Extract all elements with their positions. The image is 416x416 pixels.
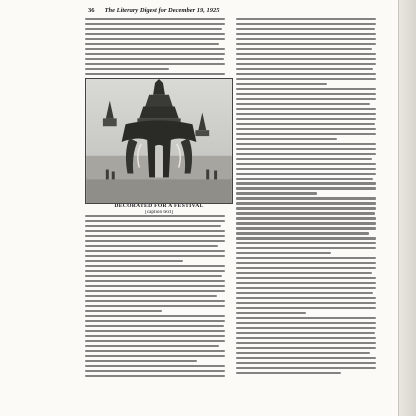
caption-title: DECORATED FOR A FESTIVAL [114, 204, 204, 209]
caption-text: [caption text] [145, 209, 173, 214]
page-header [88, 6, 388, 16]
elephant-archway-illustration [86, 79, 232, 203]
page-edge [398, 0, 416, 416]
page-number: 36 [88, 7, 95, 14]
right-column [236, 18, 376, 383]
left-column-top [85, 18, 225, 78]
festival-photograph [85, 78, 233, 204]
issue-title: The Literary Digest for December 19, 1925 [104, 7, 220, 14]
left-column-bottom [85, 215, 225, 383]
figure-caption [85, 204, 233, 214]
